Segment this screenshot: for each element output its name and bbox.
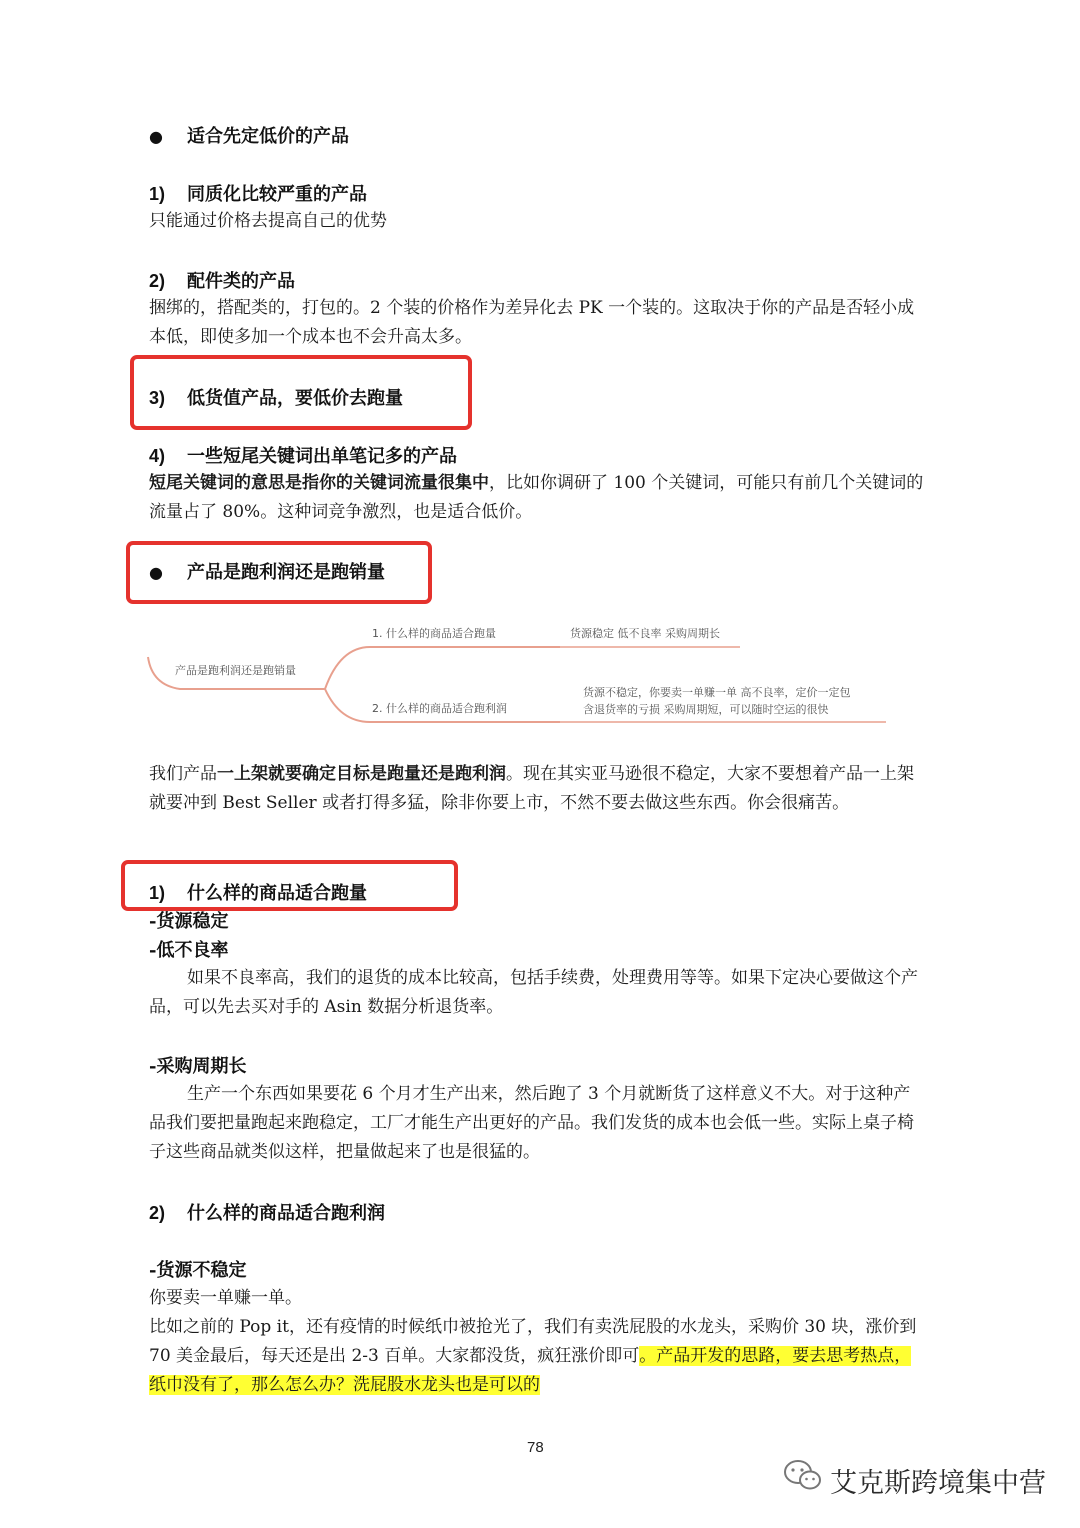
item-heading-2: 2) 配件类的产品 (149, 271, 295, 292)
highlighted-text: 。产品开发的思路，要去思考热点，纸巾没有了，那么怎么办？洗屁股水龙头也是可以的 (149, 1346, 912, 1395)
mindmap-leaf-volume: 货源稳定 低不良率 采购周期长 (570, 627, 720, 640)
item-body-4: 短尾关键词的意思是指你的关键词流量很集中，比如你调研了 100 个关键词，可能只有前几个关键词的流量占了 80%。这种词竞争激烈，也是适合低价。 (149, 473, 924, 522)
section-heading-low-price (149, 122, 349, 148)
bullet-icon: ● (149, 127, 163, 146)
paragraph-target: 我们产品一上架就要确定目标是跑量还是跑利润。现在其实亚马逊很不稳定，大家不要想着产品一上架就要冲到 Best Seller 或者打得多猛，除非你要上市，不然不要去做这些东西。你会很痛苦。 (149, 764, 914, 813)
section-heading-profit-or-volume (149, 558, 385, 584)
subheading: -低不良率 (149, 940, 229, 961)
mindmap-leaf-profit: 货源不稳定，你要卖一单赚一单 高不良率，定价一定包 含退货率的亏损 采购周期短，可以随时空运的很快 (583, 686, 851, 716)
mindmap-connector (325, 647, 560, 689)
item-heading-1: 1) 同质化比较严重的产品 (149, 184, 367, 205)
subheading: -货源稳定 (149, 911, 229, 932)
mindmap-branch-profit: 2. 什么样的商品适合跑利润 (372, 702, 507, 715)
item-heading-profit: 2) 什么样的商品适合跑利润 (149, 1203, 385, 1224)
section-title: 产品是跑利润还是跑销量 (187, 562, 385, 583)
paragraph: 你要卖一单赚一单。 (149, 1288, 302, 1308)
subheading: -采购周期长 (149, 1056, 247, 1077)
item-body-2: 捆绑的，搭配类的，打包的。2 个装的价格作为差异化去 PK 一个装的。这取决于你的产品是否轻小成本低，即使多加一个成本也不会升高太多。 (149, 298, 915, 347)
section-title: 适合先定低价的产品 (187, 126, 349, 147)
page-number: 78 (527, 1439, 544, 1456)
item-heading-3: 3) 低货值产品，要低价去跑量 (149, 388, 403, 409)
item-body-1: 只能通过价格去提高自己的优势 (149, 211, 387, 231)
paragraph: 生产一个东西如果要花 6 个月才生产出来，然后跑了 3 个月就断货了这样意义不大。对于这种产品我们要把量跑起来跑稳定，工厂才能生产出更好的产品。我们发货的成本也会低一些。实际上桌子椅子这些商品就类似这样，把量做起来了也是很猛的。 (149, 1084, 914, 1162)
watermark: 艾克斯跨境集中营 (830, 1468, 1046, 1499)
wechat-icon (783, 1458, 823, 1496)
mindmap-branch-volume: 1. 什么样的商品适合跑量 (372, 627, 496, 640)
item-heading-volume: 1) 什么样的商品适合跑量 (149, 883, 367, 904)
subheading: -货源不稳定 (149, 1260, 247, 1281)
mindmap-root-node: 产品是跑利润还是跑销量 (175, 664, 296, 677)
paragraph-highlight: 比如之前的 Pop it，还有疫情的时候纸巾被抢光了，我们有卖洗屁股的水龙头，采购价 30 块，涨价到 70 美金最后，每天还是出 2-3 百单。大家都没货，疯狂涨价即可。产品开发的思路，要去思考热点，纸巾没有了，那么怎么办？洗屁股水龙头也是可以的 (149, 1317, 917, 1395)
paragraph: 如果不良率高，我们的退货的成本比较高，包括手续费，处理费用等等。如果下定决心要做这个产品，可以先去买对手的 Asin 数据分析退货率。 (149, 968, 918, 1017)
item-heading-4: 4) 一些短尾关键词出单笔记多的产品 (149, 446, 457, 467)
bullet-icon: ● (149, 563, 163, 582)
